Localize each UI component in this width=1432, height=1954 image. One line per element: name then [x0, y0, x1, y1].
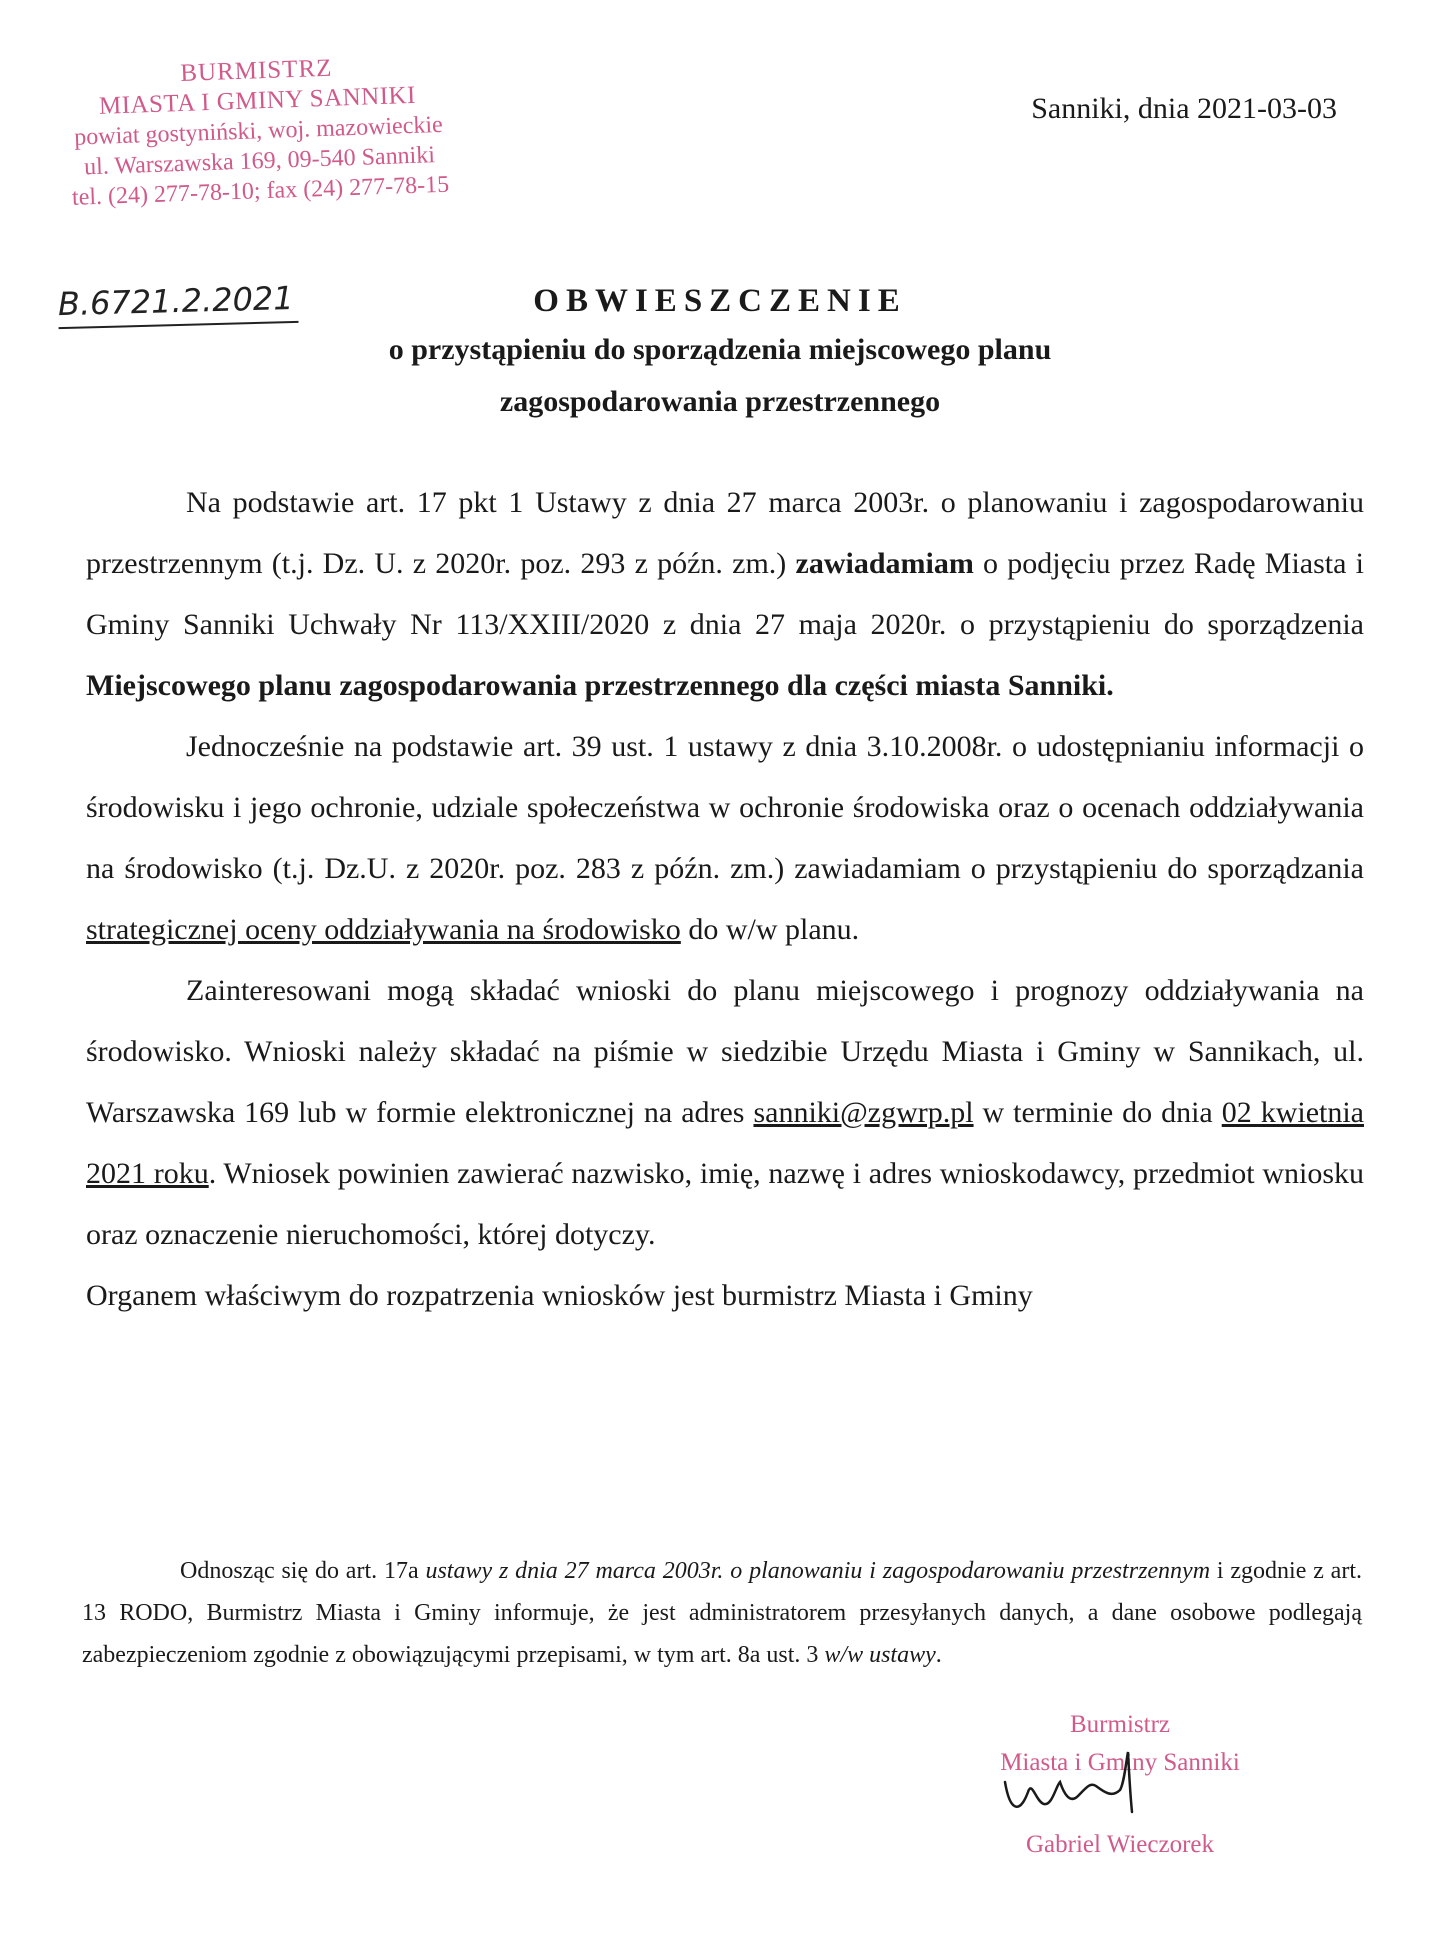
- header-stamp: [36, 49, 481, 214]
- text-span: Jednocześnie na podstawie art. 39 ust. 1 ustawy z dnia 3.10.2008r. o udostępnianiu informacji o środowisku i jego ochronie, udziale społeczeństwa w ochronie środowiska oraz o ocenach oddziaływania na środowisko (t.j. Dz.U. z 2020r. poz. 283 z późn. zm.) zawiadamiam o przystąpieniu do sporządzania: [86, 730, 1364, 885]
- stamp-line-title: BURMISTRZ: [179, 54, 333, 87]
- text-span: Zainteresowani mogą składać wnioski do planu miejscowego i prognozy oddziaływania na środowisko. Wnioski należy składać na piśmie w siedzibie Urzędu Miasta i Gminy w Sannikach, ul. Warszawska 169 lub w formie elektronicznej na adres: [86, 974, 1364, 1129]
- stamp-line-phone: tel. (24) 277-78-10; fax (24) 277-78-15: [71, 171, 450, 211]
- document-date: Sanniki, dnia 2021-03-03: [1031, 92, 1337, 125]
- document-title: OBWIESZCZENIE: [533, 283, 907, 319]
- rodo-paragraph: [82, 1550, 1362, 1676]
- text-span: o podjęciu przez Radę Miasta i Gminy Sanniki Uchwały Nr 113/XXIII/2020 z dnia 27 maja 2020r. o przystąpieniu do sporządzenia: [86, 547, 1364, 641]
- rodo-notice: [82, 1550, 1362, 1676]
- document-subtitle-line2: zagospodarowania przestrzennego: [499, 385, 941, 418]
- email-link[interactable]: sanniki@zgwrp.pl: [753, 1096, 974, 1129]
- text-span: . Wniosek powinien zawierać nazwisko, imię, nazwę i adres wnioskodawcy, przedmiot wniosku oraz oznaczenie nieruchomości, której dotyczy.: [86, 1157, 1364, 1251]
- handwritten-signature: [1000, 1742, 1160, 1822]
- plan-name-bold: Miejscowego planu zagospodarowania przestrzennego dla części miasta Sanniki.: [86, 669, 1114, 702]
- text-span: Na podstawie art. 17 pkt 1 Ustawy z dnia 27 marca 2003r. o planowaniu i zagospodarowaniu przestrzennym (t.j. Dz. U. z 2020r. poz. 293 z późn. zm.): [86, 486, 1364, 580]
- deadline-date: 02 kwietnia 2021 roku: [86, 1096, 1364, 1190]
- text-span: Odnosząc się do art. 17a: [180, 1558, 426, 1584]
- text-span: .: [935, 1642, 942, 1668]
- assessment-underlined: strategicznej oceny oddziaływania na środowisko: [86, 913, 681, 946]
- stamp-line-address: ul. Warszawska 169, 09-540 Sanniki: [83, 142, 436, 181]
- text-span: i zgodnie z art. 13 RODO, Burmistrz Miasta i Gminy informuje, że jest administratorem przesyłanych danych, a dane osobowe podlegają zabezpieczeniom zgodnie z obowiązującymi przepisami, w tym art. 8a ust. 3: [82, 1558, 1362, 1668]
- signature-stamp-name: Gabriel Wieczorek: [1025, 1831, 1214, 1858]
- paragraph-resolution: [86, 472, 1364, 716]
- bold-text: zawiadamiam: [795, 547, 974, 580]
- text-span: do w/w planu.: [680, 913, 860, 946]
- signature-stamp-title: Burmistrz: [1070, 1711, 1170, 1738]
- document-subtitle-line1: o przystąpieniu do sporządzenia miejscowego planu: [388, 333, 1052, 366]
- paragraph-applications: [86, 960, 1364, 1265]
- text-span: w terminie do dnia: [973, 1096, 1222, 1129]
- paragraph-authority: Organem właściwym do rozpatrzenia wniosków jest burmistrz Miasta i Gminy: [86, 1279, 1033, 1312]
- italic-text: ustawy z dnia 27 marca 2003r. o planowaniu i zagospodarowaniu przestrzennym: [425, 1558, 1211, 1584]
- signature-stamp-office: Miasta i Gminy Sanniki: [1000, 1749, 1240, 1776]
- paragraph-environment: [86, 716, 1364, 960]
- reference-number: B.6721.2.2021: [57, 279, 298, 329]
- italic-text: w/w ustawy: [824, 1642, 936, 1668]
- stamp-line-office: MIASTA I GMINY SANNIKI: [98, 81, 417, 120]
- title-block: [270, 278, 1170, 428]
- stamp-line-region: powiat gostyniński, woj. mazowieckie: [73, 111, 444, 151]
- document-body: [86, 472, 1364, 1326]
